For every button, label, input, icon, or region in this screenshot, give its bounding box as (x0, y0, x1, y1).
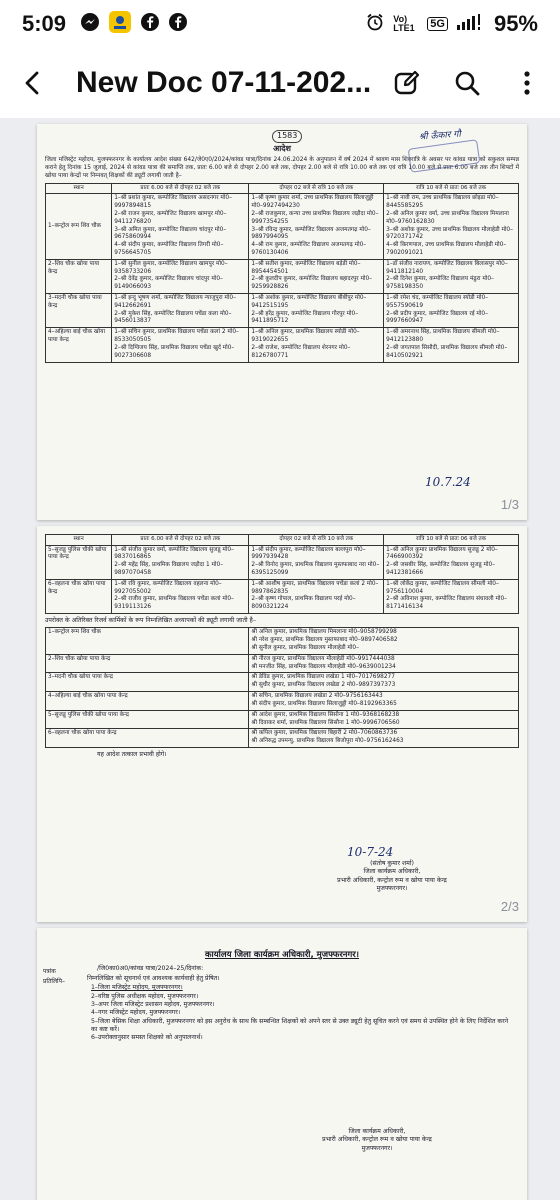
signer-city: मुजफ्फरनगर। (376, 885, 408, 893)
signer-title-2: प्रभारी अधिकारी, कन्ट्रोल रूम व खोया पाया केन्द्र (337, 876, 447, 884)
messenger-icon (80, 12, 100, 36)
app-bar (0, 48, 560, 118)
shift3-cell: 1–डॉ संजीव नारायण, कम्पोजिट विद्यालय बिलासपुर मो0–9411812140 2–श्री दिनेश कुमार, कम्पोजिट विद्यालय मंढुरा मो0–9758198350 (384, 259, 519, 293)
shift3-cell: 1–श्री नावी राम, उच्च प्राथमिक विद्यालय छोइडा मो0–8445585295 2–श्री अनिल कुमार वर्मा, उच्च प्राथमिक विद्यालय मिमलाना मो0–9760162830 3–श्री अशोक कुमार, उच्च प्राथमिक विद्यालय मौलाहेडी मो0–9720371742 4–श्री किरणपाल, उच्च प्राथमिक विद्यालय मौलाहेडी मो0–7902091021 (384, 194, 519, 260)
page2-signer-block (277, 860, 507, 893)
reserve-place-cell: 5–सुजडू पुलिस चौकी खोया पाया केन्द्र (46, 710, 249, 729)
notification-icons (80, 10, 188, 38)
document-page-1[interactable] (37, 124, 527, 520)
table-row (46, 729, 519, 748)
recipient-item: 1–जिला मजिस्ट्रेट महोदय, मुजफ्फरनगर। (91, 984, 183, 992)
column-header: रात्रि 10 बजे से प्रातः 06 बजे तक (384, 183, 519, 194)
place-cell: 1–कन्ट्रोल रूम शिव चौक (46, 194, 112, 260)
page1-intro: जिला मजिस्ट्रेट महोदय, मुजफ्फरनगर के कार्यालय आदेश संख्या 642/जे0ए0/2024/कांवड यात्रा/दिनांक 24.06.2024 के अनुपालन में वर्ष 2024 में श्रावण मास शिवरात्रि के अवसर पर कांवड यात्रा को सकुशल सम्पन्न कराने हेतु दिनांक 15 जुलाई, 2024 से कांवड यात्रा की समाप्ति तक, प्रातः 6.00 बजे से दोपहर 2.00 बजे तक, दोपहर 2.00 बजे से रात्रि 10.00 बजे तक एवं रात्रि 10.00 बजे से प्रातः 6.00 बजे तक तीन शिफ्टों में खोया पाया केन्द्रों पर निम्नवत् शिक्षकों की ड्यूटी लगायी जाती है– (45, 156, 519, 179)
status-bar (0, 0, 560, 48)
table-row (46, 194, 519, 260)
shift2-cell: 1–श्री सतीश कुमार, कम्पोजिट विद्यालय बड़ेडी मो0–8954454501 2–श्री कुलदीप कुमार, कम्पोजिट विद्यालय बहादरपुर मो0–9259928826 (249, 259, 384, 293)
more-vert-icon[interactable] (510, 66, 544, 100)
shift1-cell: 1–श्री सचिन कुमार, प्राथमिक विद्यालय पचेंडा कलां 2 मो0–8533050505 2–श्री दिग्विजय सिंह, प्राथमिक विद्यालय पचेंडा खुर्द मो0–9027306608 (112, 328, 249, 362)
page1-ref-no: 1583 (272, 130, 302, 143)
page-indicator: 1/3 (500, 497, 519, 513)
page-indicator: 2/3 (500, 899, 519, 915)
shift1-cell: 1–श्री इन्दु भूषण शर्मा, कम्पोजिट विद्यालय न्याजुपुरा मो0–9412662691 2–श्री मुकेश सिंह, कम्पोजिट विद्यालय पचेंडा कला मो0–9456013837 (112, 294, 249, 328)
table-row (46, 628, 519, 654)
column-header: स्थान (46, 183, 112, 194)
reserve-place-cell: 2–शिव चौक खोया पाया केन्द्र (46, 654, 249, 673)
page1-duty-table (45, 183, 519, 363)
reserve-place-cell: 4–अहिल्या बाई चौक खोया पाया केन्द्र (46, 692, 249, 711)
reserve-place-cell: 1–कन्ट्रोल रूम शिव चौक (46, 628, 249, 654)
page3-signer-block (257, 1128, 497, 1153)
page3-copy-line: निम्नलिखित को सूचनार्थ एवं आवश्यक कार्यवाही हेतु प्रेषित। (87, 974, 220, 982)
shift2-cell: 1–श्री अनिल कुमार, प्राथमिक विद्यालय स्योडी मो0–9319022655 2–श्री राजेश, कम्पोजिट विद्यालय शेरनगर मो0–8126780771 (249, 328, 384, 362)
table-row (46, 654, 519, 673)
page2-reserve-table (45, 627, 519, 748)
status-time: 5:09 (22, 11, 67, 36)
battery-percent: 95% (493, 11, 538, 36)
reserve-teachers-cell: श्री नीरज कुमार, प्राथमिक विद्यालय मौलाहेडी मो0–9917444038 श्री मनजीत सिंह, प्राथमिक विद्यालय मौलाहेडी मो0–9639001234 (249, 654, 519, 673)
table-row (46, 294, 519, 328)
place-cell: 4–अहिल्या बाई चौक खोया पाया केन्द्र (46, 328, 112, 362)
place-cell: 6–वहलना चौक खोया पाया केन्द्र (46, 579, 112, 613)
shift3-cell: 1–श्री अमरनाथ सिंह, प्राथमिक विद्यालय सीमली मो0–9412123880 2–श्री जगतपाल सिसौदी, प्राथमिक विद्यालय सीमली मो0–8410502921 (384, 328, 519, 362)
recipient-item: 4–नगर मजिस्ट्रेट महोदय, मुजफ्फरनगर। (91, 1009, 181, 1017)
reserve-teachers-cell: श्री डेविड कुमार, प्राथमिक विद्यालय लखेडा 1 मो0–7017698277 श्री सुधीर कुमार, प्राथमिक विद्यालय लखेडा 2 मो0–9897397373 (249, 673, 519, 692)
page3-office-title: कार्यालय जिला कार्यक्रम अधिकारी, मुजफ्फरनगर। (204, 950, 360, 960)
recipient-item: 3–अपर जिला मजिस्ट्रेट प्रशासन महोदय, मुजफ्फरनगर। (91, 1000, 215, 1008)
signer-city: मुजफ्फरनगर। (361, 1144, 393, 1152)
reserve-teachers-cell: श्री सचिन, प्राथमिक विद्यालय लखेडा 2 मो0–9756163443 श्री संदीप कुमार, प्राथमिक विद्यालय सिलाजुड्डी मो0–8192963365 (249, 692, 519, 711)
shift1-cell: 1–श्री प्रशांत कुमार, कम्पोजिट विद्यालय असदनगर मो0–9997894815 2–श्री राजन कुमार, कम्पोजिट विद्यालय खामपुर मो0–9411276820 3–श्री अमित कुमार, कम्पोजिट विद्यालय चांदपुर मो0–9675860994 4–श्री संदीप कुमार, कम्पोजिट विद्यालय तिगरी मो0–9756645705 (112, 194, 249, 260)
column-header: स्थान (46, 535, 112, 546)
document-page-2[interactable] (37, 526, 527, 922)
shift3-cell: 1–श्री रमेश चंद, कम्पोजिट विद्यालय स्योडी मो0–9557590619 2–श्री प्रदीप कुमार, कम्पोजिट विद्यालय रई मो0–9997660947 (384, 294, 519, 328)
signer-title: जिला कार्यक्रम अधिकारी, (348, 1128, 406, 1135)
table-header-row (46, 183, 519, 194)
column-header: प्रातः 6.00 बजे से दोपहर 02 बजे तक (112, 535, 249, 546)
network-type-badge: 5G (427, 17, 448, 31)
document-viewer[interactable] (0, 118, 560, 1200)
reserve-place-cell: 6–वहलना चौक खोया पाया केन्द्र (46, 729, 249, 748)
shift1-cell: 1–श्री सुनील कुमार, कम्पोजिट विद्यालय खामपुर मो0–9358733206 2–श्री देवेंद्र कुमार, कम्पोजिट विद्यालय चांदपुर मो0–9149066093 (112, 259, 249, 293)
place-cell: 3–मदनी चौक खोया पाया केन्द्र (46, 294, 112, 328)
page2-duty-table (45, 534, 519, 614)
signer-title: जिला कार्यक्रम अधिकारी, (363, 868, 421, 876)
page3-left-margin-1: पत्रांक (43, 968, 56, 975)
facebook-icon-2 (168, 12, 188, 36)
page3-recipients (37, 983, 527, 1043)
reserve-teachers-cell: श्री कपिल कुमार, प्राथमिक विद्यालय बिहारी 2 मो0–7060863736 श्री अनिरुद्ध उपमन्यु, प्राथमिक विद्यालय बिजोपुरा मो0–9756162463 (249, 729, 519, 748)
alarm-icon (365, 12, 385, 37)
reserve-teachers-cell: श्री आदेश कुमार, प्राथमिक विद्यालय सिसौना 1 मो0–9368168238 श्री दिवाकर शर्मा, प्राथमिक विद्यालय सिसौना 1 मो0–9996706560 (249, 710, 519, 729)
column-header: दोपहर 02 बजे से रात्रि 10 बजे तक (249, 535, 384, 546)
table-row (46, 328, 519, 362)
place-cell: 5–सुजडू पुलिस चौकी खोया पाया केन्द्र (46, 545, 112, 579)
column-header: रात्रि 10 बजे से प्रातः 06 बजे तक (384, 535, 519, 546)
page2-signature-date: 10-7-24 (347, 845, 394, 859)
bsnl-app-icon (108, 10, 132, 38)
shift3-cell: 1–श्री अनिल कुमार प्राथमिक विद्यालय सुजडू 2 मो0–7466900392 2–श्री जसबीर सिंह, कम्पोजिट विद्यालय सुजडू मो0–9412381666 (384, 545, 519, 579)
facebook-icon (140, 12, 160, 36)
place-cell: 2–शिव चौक खोया पाया केन्द्र (46, 259, 112, 293)
status-right (365, 11, 538, 37)
column-header: दोपहर 02 बजे से रात्रि 10 बजे तक (249, 183, 384, 194)
edit-icon[interactable] (390, 66, 424, 100)
table-row (46, 259, 519, 293)
table-row (46, 673, 519, 692)
page1-signature-date: 10.7.24 (425, 474, 471, 489)
table-row (46, 579, 519, 613)
table-row (46, 545, 519, 579)
shift2-cell: 1–श्री संदीप कुमार, कम्पोजिट विद्यालय बल्लपुरा मो0–9997939428 2–श्री विनोद कुमार, प्राथमिक विद्यालय मुस्तफाबाद नरा मो0–6395125099 (249, 545, 384, 579)
table-row (46, 710, 519, 729)
recipient-item: 2–वरिष्ठ पुलिस अधीक्षक महोदय, मुजफ्फरनगर। (91, 992, 199, 1000)
column-header: प्रातः 6.00 बजे से दोपहर 02 बजे तक (112, 183, 249, 194)
recipient-item: 5–जिला बेसिक शिक्षा अधिकारी, मुजफ्फरनगर को इस अनुरोध के साथ कि सम्बन्धित शिक्षकों को अपने स्तर से उक्त ड्यूटी हेतु सूचित करने एवं समय से उपस्थित होने के लिए निर्देशित करने का कष्ट करें। (91, 1017, 509, 1033)
table-header-row (46, 535, 519, 546)
page2-reserve-heading: उपरोक्त के अतिरिक्त रिजर्व कार्मिकों के रूप निम्नलिखित अध्यापकों की ड्यूटी लगायी जाती है– (45, 617, 256, 625)
shift1-cell: 1–श्री रवि कुमार, कम्पोजिट विद्यालय वहलना मो0–9927055002 2–श्री राजीव कुमार, प्राथमिक विद्यालय पचेंडा कलां मो0–9319113126 (112, 579, 249, 613)
document-page-3[interactable] (37, 928, 527, 1200)
page3-ref-line: /जि0का0अ0/कांवड यात्रा/2024–25/दिनांक: (97, 965, 204, 973)
back-arrow-icon[interactable] (16, 66, 50, 100)
shift3-cell: 1–श्री लोकेंद्र कुमार, कम्पोजिट विद्यालय सीमली मो0–9756110004 2–श्री अविनाश कुमार, कम्पोजिट विद्यालय संधावली मो0–8171416134 (384, 579, 519, 613)
app-bar-actions (390, 66, 544, 100)
reserve-teachers-cell: श्री अनिल कुमार, प्राथमिक विद्यालय मिमलाना मो0–9058799298 श्री नरेश कुमार, प्राथमिक विद्यालय मुस्तफाबाद मो0–9897406582 श्री सुनील कुमार, प्राथमिक विद्यालय मौलाहेडी मो0– (249, 628, 519, 654)
signer-title-2: प्रभारी अधिकारी, कन्ट्रोल रूम व खोया पाया केन्द्र (322, 1136, 432, 1144)
reserve-place-cell: 3–मदनी चौक खोया पाया केन्द्र (46, 673, 249, 692)
signer-name: (संतोष कुमार शर्मा) (370, 860, 414, 867)
shift1-cell: 1–श्री संजीव कुमार वर्मा, कम्पोजिट विद्यालय सुजडू मो0–9837016865 2–श्री महेंद्र सिंह, प्राथमिक विद्यालय जड़ौदा 1 मो0–9897070458 (112, 545, 249, 579)
recipient-item: 6–उपरोक्तानुसार समस्त शिक्षको को अनुपालनार्थ। (91, 1034, 203, 1042)
shift2-cell: 1–श्री अशोक कुमार, कम्पोजिट विद्यालय बीबीपुर मो0–9412515195 2–श्री हरेंद्र कुमार, कम्पोजिट विद्यालय गौरपुर मो0–9411895712 (249, 294, 384, 328)
network-label: Vo) LTE1 (393, 14, 415, 33)
table-row (46, 692, 519, 711)
page3-left-margin-2: प्रतिलिपि– (43, 978, 65, 985)
page2-effective-line: यह आदेश तत्काल प्रभावी होगे। (97, 750, 167, 758)
shift2-cell: 1–श्री कृष्ण कुमार शर्मा, उच्च प्राथमिक विद्यालय सिलाजुड्डी मो0–9927494230 2–श्री राजकुमार, कन्या उच्च प्राथमिक विद्यालय जड़ौदा मो0–9997354255 3–श्री रविन्द्र कुमार, कम्पोजिट विद्यालय अजमतगढ़ मो0–9897994095 4–श्री राम कुमार, कम्पोजिट विद्यालय अजमतगढ़ मो0–9760130406 (249, 194, 384, 260)
page1-handnote: श्री ऊँकार गौ (418, 129, 462, 143)
shift2-cell: 1–श्री आशीष कुमार, प्राथमिक विद्यालय पचेंडा कलां 2 मो0–9897862835 2–श्री कृष्ण गोपाल, प्राथमिक विद्यालय परई मो0–8090321224 (249, 579, 384, 613)
document-title: New Doc 07-11-202... (76, 66, 372, 99)
signal-icon (456, 13, 486, 36)
search-icon[interactable] (450, 66, 484, 100)
page1-heading: आदेश (273, 144, 291, 153)
